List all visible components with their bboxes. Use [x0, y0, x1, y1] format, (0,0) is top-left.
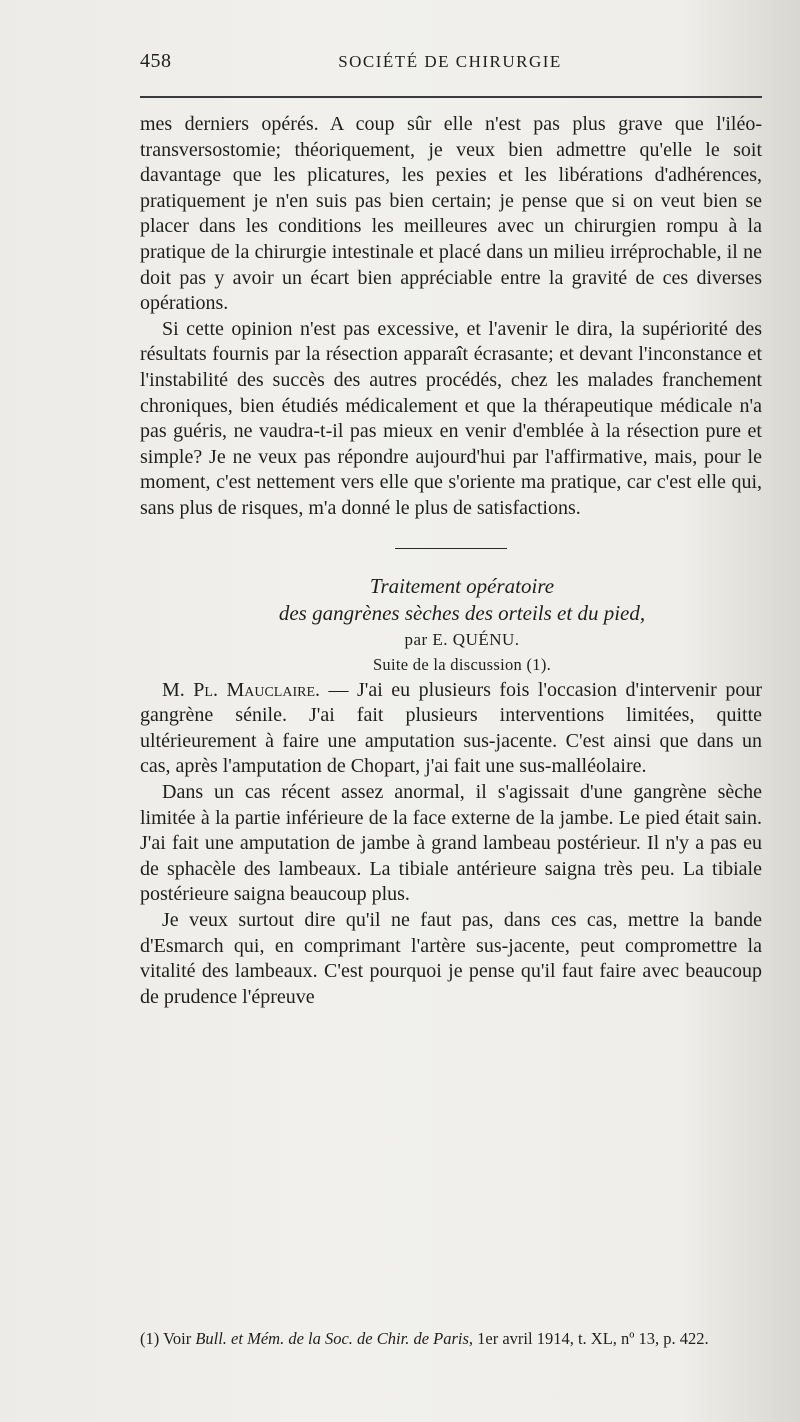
- running-title: SOCIÉTÉ DE CHIRURGIE: [338, 52, 562, 71]
- paragraph: Dans un cas récent assez anormal, il s'agissait d'une gangrène sèche limitée à la partie inférieure de la face externe de la jambe. Le pied était sain. J'ai fait une amputation de jambe à grand lambeau postérieur. Il n'y a pas eu de sphacèle des lambeaux. La tibiale antérieure saigna très peu. La tibiale postérieure saigna beaucoup plus.: [140, 781, 762, 906]
- footnote-reference: Bull. et Mém. de la Soc. de Chir. de Paris: [195, 1329, 469, 1348]
- footnote-prefix: (1) Voir: [140, 1329, 196, 1348]
- speaker-name: M. Pl. Mauclaire.: [162, 678, 320, 701]
- header-rule: [140, 96, 762, 98]
- speaker-paragraph: [140, 678, 762, 780]
- discussion-continuation: Suite de la discussion (1).: [372, 655, 552, 675]
- footnote: [140, 1328, 762, 1349]
- speaker-text: — J'ai eu plusieurs fois l'occasion d'intervenir pour gangrène sénile. J'ai fait plusieurs interventions limitées, quitte ultérieurement à faire une amputation sus-jacente. C'est ainsi que dans un cas, après l'amputation de Chopart, j'ai fait une sus-malléolaire.: [140, 678, 762, 778]
- section-divider: [395, 548, 507, 549]
- article-title-line-2: des gangrènes sèches des orteils et du pied,: [278, 600, 646, 625]
- page-header: [140, 44, 760, 74]
- page-number: 458: [140, 50, 172, 72]
- article-author: par E. QUÉNU.: [404, 629, 520, 649]
- article-title-line-1: Traitement opératoire: [369, 573, 555, 598]
- paragraph-continued: mes derniers opérés. A coup sûr elle n'est pas plus grave que l'iléo-transversostomie; théoriquement, je veux bien admettre qu'elle le soit davantage que les plicatures, les pexies et les libérations d'adhérences, pratiquement je n'en suis pas bien certain; je pense que si on veut bien se placer dans les conditions les meilleures avec un chirurgien rompu à la pratique de la chirurgie intestinale et placé dans un milieu irréprochable, il ne doit pas y avoir un écart bien appréciable entre la gravité de ces diverses opérations.: [140, 113, 762, 315]
- paragraph: Je veux surtout dire qu'il ne faut pas, dans ces cas, mettre la bande d'Esmarch qui, en comprimant l'artère sus-jacente, peut compromettre la vitalité des lambeaux. C'est pourquoi je pense qu'il faut faire avec beaucoup de prudence l'épreuve: [140, 909, 762, 1008]
- paragraph: Si cette opinion n'est pas excessive, et l'avenir le dira, la supériorité des résultats fournis par la résection apparaît écrasante; et devant l'inconstance et l'instabilité des succès des autres procédés, chez les malades franchement chroniques, bien étudiés médicalement et que la thérapeutique médicale n'a pas guéris, ne vaudra-t-il pas mieux en venir d'emblée à la résection pure et simple? Je ne veux pas répondre aujourd'hui par l'affirmative, mais, pour le moment, c'est nettement vers elle que s'oriente ma pratique, car c'est elle qui, sans plus de risques, m'a donné le plus de satisfactions.: [140, 317, 762, 519]
- footnote-suffix: , 1er avril 1914, t. XL, nº 13, p. 422.: [468, 1329, 709, 1348]
- main-text: [140, 112, 762, 1010]
